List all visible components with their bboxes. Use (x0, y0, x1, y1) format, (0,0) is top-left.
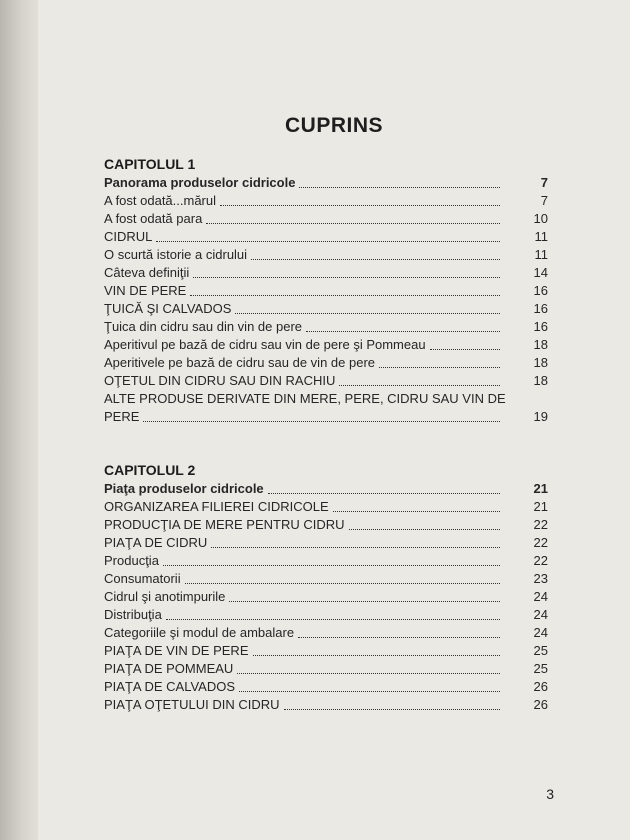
toc-entry-title: Cidrul şi anotimpurile (104, 589, 226, 604)
toc-entry-page: 22 (533, 553, 548, 568)
toc-entry-title: Categoriile şi modul de ambalare (104, 625, 295, 640)
toc-entry-title: ALTE PRODUSE DERIVATE DIN MERE, PERE, CIDRU SAU VIN DE PERE (104, 391, 506, 424)
toc-entry-title: Aperitivul pe bază de cidru sau vin de pere şi Pommeau (104, 337, 426, 352)
toc-entry-title: A fost odată para (104, 211, 203, 226)
dot-leader (298, 636, 500, 638)
toc-entry (104, 318, 548, 336)
toc-entry (104, 210, 548, 228)
toc-entry-page: 23 (533, 571, 548, 586)
toc-entry-title: VIN DE PERE (104, 283, 187, 298)
toc-entry-page: 16 (533, 301, 548, 316)
toc-entry-page: 10 (533, 211, 548, 226)
book-gutter (0, 0, 40, 840)
toc-entry-title: PIAŢA DE VIN DE PERE (104, 643, 249, 658)
toc-entry-page: 25 (533, 661, 548, 676)
toc-entry-page: 7 (540, 193, 548, 208)
page-title: CUPRINS (284, 114, 383, 137)
toc-entry (104, 660, 548, 678)
toc-entry-title: PIAŢA OŢETULUI DIN CIDRU (104, 697, 280, 712)
toc-entry-title: ŢUICĂ ŞI CALVADOS (104, 301, 232, 316)
toc-entry-page: 21 (533, 481, 548, 496)
toc-entry (104, 336, 548, 354)
toc-entry-page: 22 (533, 535, 548, 550)
toc-entry (104, 696, 548, 714)
toc-chapter-1 (104, 154, 548, 426)
toc-entry-title: Consumatorii (104, 571, 181, 586)
toc-entry (104, 228, 548, 246)
toc-chapter-2 (104, 460, 548, 714)
dot-leader (185, 582, 500, 584)
toc-entry-page: 18 (533, 337, 548, 352)
toc-entry (104, 588, 548, 606)
dot-leader (379, 366, 500, 368)
toc-entry-page: 26 (533, 679, 548, 694)
toc-entry (104, 354, 548, 372)
toc-entry (104, 282, 548, 300)
toc-entry (104, 246, 548, 264)
dot-leader (166, 618, 500, 620)
chapter-heading: CAPITOLUL 2 (104, 462, 196, 478)
toc-entry (104, 624, 548, 642)
toc-entry-page: 24 (533, 589, 548, 604)
toc-entry (104, 516, 548, 534)
toc-entry-title: ORGANIZAREA FILIEREI CIDRICOLE (104, 499, 329, 514)
toc-entry (104, 678, 548, 696)
toc-entry (104, 570, 548, 588)
toc-entry (104, 480, 548, 498)
toc-entry-page: 18 (533, 355, 548, 370)
dot-leader (306, 330, 500, 332)
toc-entry-page: 26 (533, 697, 548, 712)
toc-entry (104, 300, 548, 318)
toc-entry (104, 390, 548, 426)
toc-entry-page: 21 (533, 499, 548, 514)
toc-entry-page: 24 (533, 607, 548, 622)
toc-entry-title: Câteva definiţii (104, 265, 190, 280)
chapter-heading: CAPITOLUL 1 (104, 156, 196, 172)
dot-leader (211, 546, 500, 548)
toc-entry-page: 24 (533, 625, 548, 640)
toc-entry-page: 16 (533, 319, 548, 334)
dot-leader (163, 564, 500, 566)
toc-entry-title: PRODUCŢIA DE MERE PENTRU CIDRU (104, 517, 345, 532)
toc-entry-title: CIDRUL (104, 229, 153, 244)
dot-leader (237, 672, 500, 674)
toc-entry-title: A fost odată...mărul (104, 193, 217, 208)
toc-entry (104, 606, 548, 624)
toc-entry (104, 174, 548, 192)
toc-entry-page: 22 (533, 517, 548, 532)
dot-leader (253, 654, 500, 656)
toc-entry (104, 264, 548, 282)
toc-entry (104, 534, 548, 552)
toc-entry-title: O scurtă istorie a cidrului (104, 247, 248, 262)
dot-leader (284, 708, 500, 710)
toc-entry-title: Panorama produselor cidricole (104, 175, 296, 190)
toc-entry-title: Ţuica din cidru sau din vin de pere (104, 319, 303, 334)
dot-leader (190, 294, 500, 296)
dot-leader (333, 510, 500, 512)
toc-entry-page: 19 (533, 409, 548, 424)
toc-entry-title: Distribuţia (104, 607, 162, 622)
dot-leader (206, 222, 500, 224)
toc-entry-title: PIAŢA DE CIDRU (104, 535, 208, 550)
dot-leader (156, 240, 500, 242)
toc-entry (104, 498, 548, 516)
toc-entry-title: PIAŢA DE CALVADOS (104, 679, 236, 694)
toc-entry (104, 642, 548, 660)
dot-leader (349, 528, 500, 530)
toc-entry-title: OŢETUL DIN CIDRU SAU DIN RACHIU (104, 373, 336, 388)
toc-entry-page: 14 (533, 265, 548, 280)
toc-entry-page: 16 (533, 283, 548, 298)
toc-entry-page: 11 (534, 229, 548, 244)
toc-entry-title: PIAŢA DE POMMEAU (104, 661, 234, 676)
toc-entry-title: Producţia (104, 553, 159, 568)
dot-leader (235, 312, 500, 314)
toc-entry-page: 25 (533, 643, 548, 658)
dot-leader (430, 348, 500, 350)
dot-leader (268, 492, 500, 494)
dot-leader (299, 186, 500, 188)
toc-entry-page: 11 (534, 247, 548, 262)
page-number: 3 (546, 786, 554, 802)
toc-entry-title: Piaţa produselor cidricole (104, 481, 264, 496)
dot-leader (339, 384, 500, 386)
toc-entry-page: 18 (533, 373, 548, 388)
toc-entry (104, 372, 548, 390)
dot-leader (229, 600, 500, 602)
toc-entry (104, 552, 548, 570)
dot-leader (143, 420, 500, 422)
dot-leader (193, 276, 500, 278)
dot-leader (251, 258, 500, 260)
toc-entry-title: Aperitivele pe bază de cidru sau de vin de pere (104, 355, 376, 370)
dot-leader (239, 690, 500, 692)
dot-leader (220, 204, 500, 206)
toc-entry-page: 7 (540, 175, 548, 190)
toc-entry (104, 192, 548, 210)
